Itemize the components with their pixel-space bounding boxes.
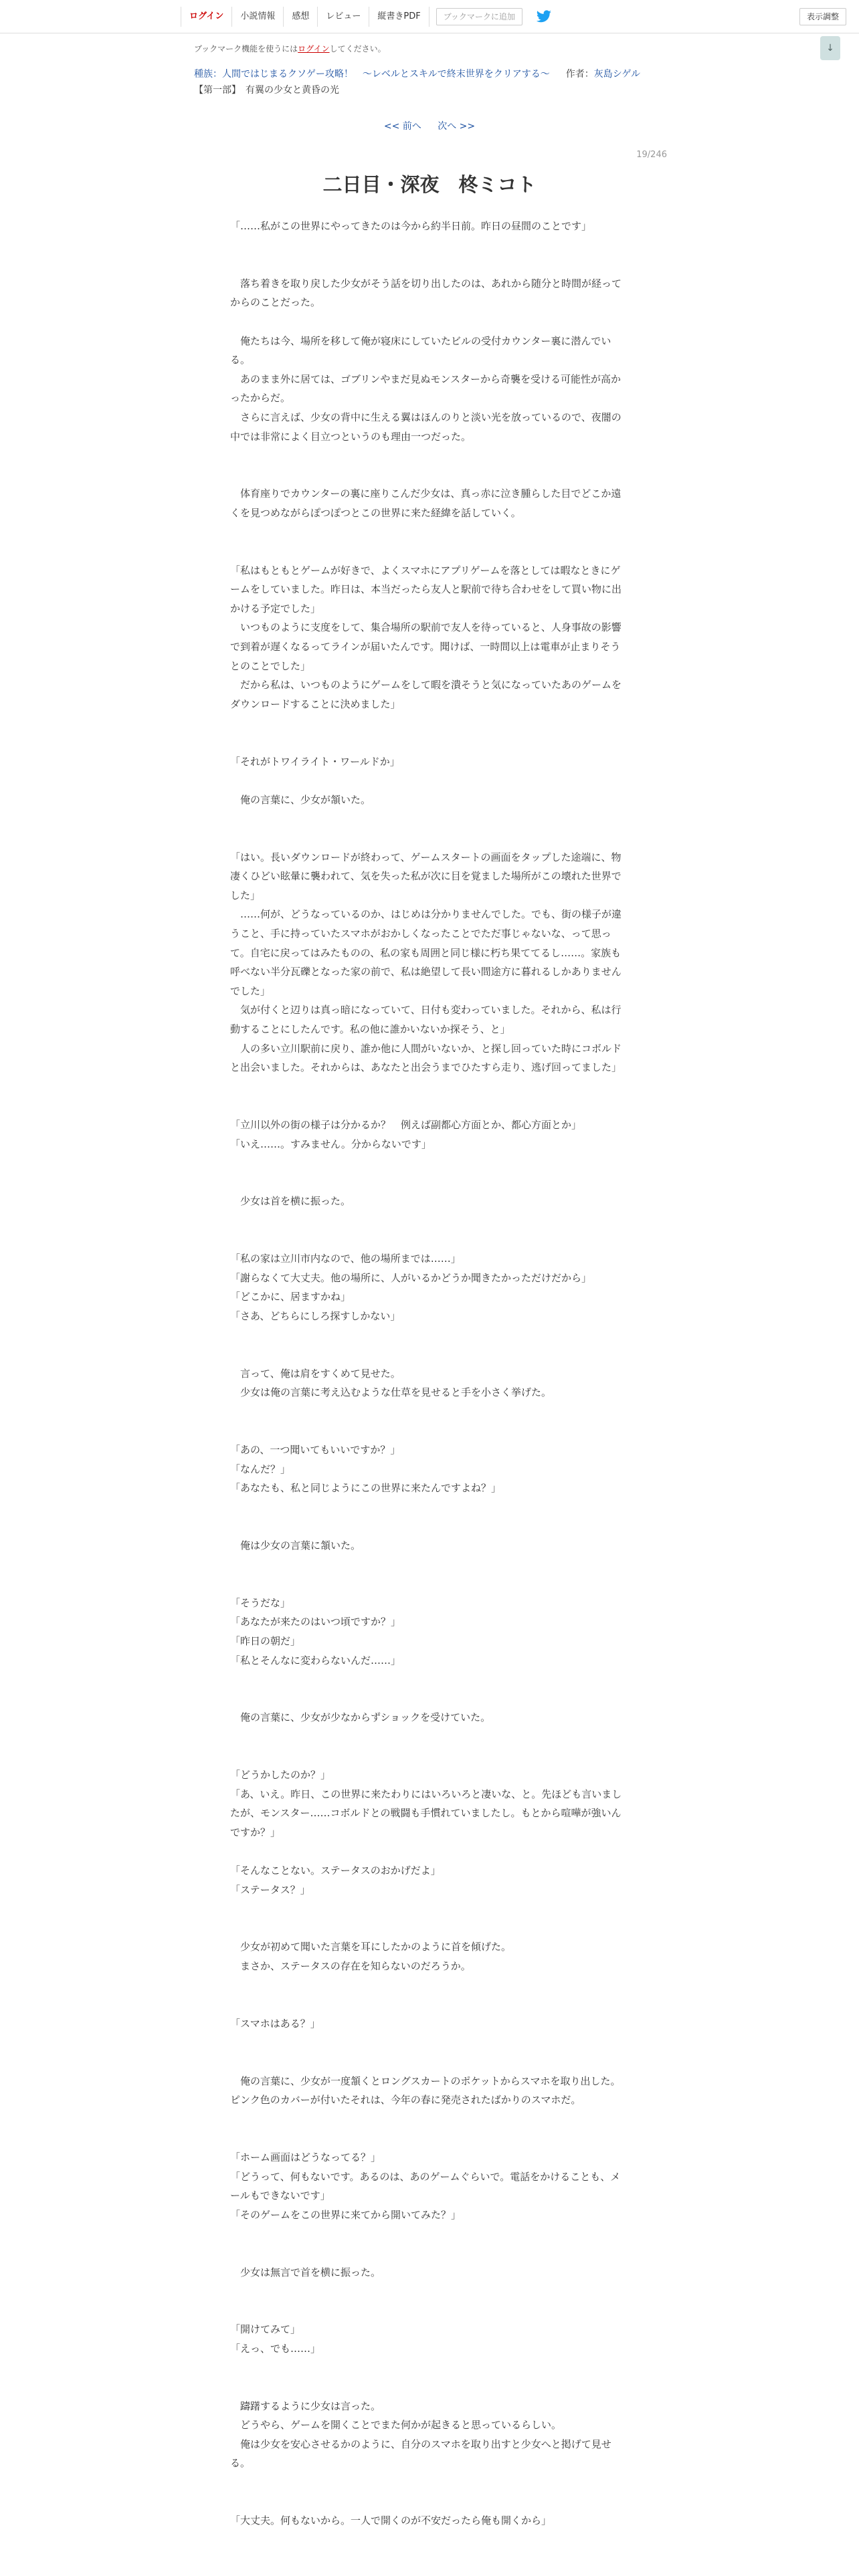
blank-line	[230, 523, 629, 542]
chapter-title: 二日目・深夜 柊ミコト	[322, 173, 537, 196]
blank-line	[230, 1077, 629, 1097]
text-line: 少女は俺の言葉に考え込むような仕草を見せると手を小さく挙げた。	[230, 1386, 552, 1399]
text-line: 俺は少女を安心させるかのように、自分のスマホを取り出すと少女へと掲げて見せる。	[230, 2438, 611, 2470]
login-link[interactable]: ログイン	[181, 7, 231, 27]
blank-line	[230, 1421, 629, 1440]
blank-line	[230, 255, 629, 274]
blank-line	[230, 1727, 629, 1747]
blank-line	[230, 1230, 629, 1249]
blank-line	[230, 1574, 629, 1594]
impressions-link[interactable]: 感想	[283, 7, 317, 27]
display-settings-button[interactable]: 表示調整	[799, 8, 846, 25]
blank-line	[230, 1842, 629, 1861]
page-count: 19/246	[636, 150, 667, 160]
blank-line	[230, 1154, 629, 1173]
text-line: 「私の家は立川市内なので、他の場所までは……」	[230, 1253, 461, 1265]
notice-suffix: してください。	[329, 44, 386, 53]
header-bar	[0, 0, 859, 33]
text-line: 体育座りでカウンターの裏に座りこんだ少女は、真っ赤に泣き腫らした目でどこか遠くを見つめながらぽつぽつとこの世界に来た経緯を話していく。	[230, 488, 622, 519]
blank-line	[230, 1976, 629, 1996]
blank-line	[230, 1173, 629, 1192]
blank-line	[230, 2473, 629, 2492]
blank-line	[230, 2110, 629, 2129]
blank-line	[230, 542, 629, 561]
blank-line	[230, 2224, 629, 2244]
text-line: 「あの、一つ聞いてもいいですか？」	[230, 1444, 401, 1456]
blank-line	[230, 1345, 629, 1364]
text-line: 俺の言葉に、少女が少なからずショックを受けていた。	[230, 1711, 491, 1724]
blank-line	[230, 2359, 629, 2378]
blank-line	[230, 446, 629, 465]
text-line: 「スマホはある？」	[230, 2017, 320, 2030]
blank-line	[230, 1211, 629, 1230]
blank-line	[230, 2377, 629, 2397]
twitter-bird-icon	[536, 9, 552, 25]
blank-line	[230, 1325, 629, 1345]
blank-line	[230, 1899, 629, 1919]
text-line: どうやら、ゲームを開くことでまた何かが起きると思っているらしい。	[230, 2419, 562, 2432]
blank-line	[230, 312, 629, 332]
text-line: ……何が、どうなっているのか、はじめは分かりませんでした。でも、街の様子が違うこと、手に持っていたスマホがおかしくなったことでただ事じゃないな、って思って。自宅に戻ってはみたものの、私の家も周囲と同じ様に朽ち果ててるし……。家族も呼べない半分瓦礫となった家の前で、私は絶望して長い間途方に暮れるしかありませんでした」	[230, 908, 622, 997]
novel-info-link[interactable]: 小説情報	[231, 7, 283, 27]
blank-line	[230, 2282, 629, 2301]
text-line: 「あなたが来たのはいつ頃ですか？」	[230, 1616, 401, 1628]
next-page-link[interactable]: 次へ >>	[438, 121, 476, 132]
review-link[interactable]: レビュー	[317, 7, 369, 27]
text-line: 「そのゲームをこの世界に来てから開いてみた？」	[230, 2208, 462, 2221]
blank-line	[230, 809, 629, 829]
text-line: 「開けてみて」	[230, 2323, 301, 2336]
add-bookmark-button[interactable]: ブックマークに追加	[436, 8, 522, 25]
blank-line	[230, 1498, 629, 1517]
text-line: さらに言えば、少女の背中に生える翼はほんのりと淡い光を放っているので、夜闇の中では非常によく目立つというのも理由一つだった。	[230, 411, 622, 443]
text-line: まさか、ステータスの存在を知らないのだろうか。	[230, 1960, 471, 1973]
text-line: 「そうだな」	[230, 1596, 291, 1609]
blank-line	[230, 2052, 629, 2072]
blank-line	[230, 1670, 629, 1689]
blank-line	[230, 733, 629, 752]
scroll-down-button[interactable]	[820, 36, 840, 60]
text-line: 俺は少女の言葉に頷いた。	[230, 1539, 361, 1551]
text-line: 「私とそんなに変わらないんだ……」	[230, 1654, 401, 1667]
login-notice	[194, 43, 386, 54]
blank-line	[230, 2244, 629, 2263]
text-line: 少女は首を横に振った。	[230, 1195, 351, 1208]
blank-line	[230, 1402, 629, 1422]
blank-line	[230, 2033, 629, 2052]
text-line: 「……私がこの世界にやってきたのは今から約半日前。昨日の昼間のことです」	[230, 220, 592, 232]
blank-line	[230, 2492, 629, 2512]
blank-line	[230, 1555, 629, 1575]
arrow-down-icon: ↓	[826, 43, 834, 53]
text-line: 「謝らなくて大丈夫。他の場所に、人がいるかどうか聞きたかっただけだから」	[230, 1271, 592, 1284]
author-prefix: 作者：	[565, 69, 594, 80]
text-line: 「どうって、何もないです。あるのは、あのゲームぐらいで。電話をかけることも、メールもできないです」	[230, 2170, 621, 2202]
text-line: 「それがトワイライト・ワールドか」	[230, 755, 400, 768]
text-line: 「私はもともとゲームが好きで、よくスマホにアプリゲームを落としては暇なときにゲームをしていました。昨日は、本当だったら友人と駅前で待ち合わせをして買い物に出かける予定でした」	[230, 564, 622, 615]
text-line: 「どこかに、居ますかね」	[230, 1291, 351, 1303]
text-line: 落ち着きを取り戻した少女がそう話を切り出したのは、あれから随分と時間が経ってからのことだった。	[230, 277, 622, 309]
text-line: 「あ、いえ。昨日、この世界に来たわりにはいろいろと凄いな、と。先ほども言いましたが、モンスター……コボルドとの戦闘も手慣れていましたし。もとから喧嘩が強いんですか？」	[230, 1788, 622, 1838]
text-line: 「昨日の朝だ」	[230, 1634, 301, 1647]
text-line: 「えっ、でも……」	[230, 2342, 321, 2355]
blank-line	[230, 465, 629, 485]
text-line: 「どうかしたのか？」	[230, 1769, 331, 1782]
prev-page-link[interactable]: << 前へ	[383, 121, 421, 132]
notice-prefix: ブックマーク機能を使うには	[194, 44, 298, 53]
text-line: 「さあ、どちらにしろ探すしかない」	[230, 1309, 401, 1322]
text-line: だから私は、いつものようにゲームをして暇を潰そうと気になっていたあのゲームをダウンロードすることに決めました」	[230, 679, 622, 710]
text-line: 「立川以外の街の様子は分かるか？ 例えば副都心方面とか、都心方面とか」	[230, 1118, 582, 1131]
pager	[0, 119, 859, 132]
text-line: 「なんだ？」	[230, 1463, 291, 1475]
blank-line	[230, 1096, 629, 1115]
text-line: 気が付くと辺りは真っ暗になっていて、日付も変わっていました。それから、私は行動することにしたんです。私の他に誰かいないか探そう、と」	[230, 1004, 622, 1035]
blank-line	[230, 1517, 629, 1536]
series-title-link[interactable]: 種族：人間ではじまるクソゲー攻略！ 〜レベルとスキルで終末世界をクリアする〜	[194, 69, 550, 80]
notice-login-link[interactable]: ログイン	[298, 44, 330, 53]
blank-line	[230, 829, 629, 848]
author-link[interactable]: 灰島シゲル	[593, 69, 641, 80]
text-line: 少女が初めて聞いた言葉を耳にしたかのように首を傾げた。	[230, 1941, 512, 1953]
text-line: 「あなたも、私と同じようにこの世界に来たんですよね？」	[230, 1482, 502, 1495]
twitter-icon[interactable]	[536, 9, 552, 25]
blank-line	[230, 2129, 629, 2148]
text-line: 言って、俺は肩をすくめて見せた。	[230, 1367, 401, 1380]
text-line: 「はい。長いダウンロードが終わって、ゲームスタートの画面をタップした途端に、物凄くひどい眩暈に襲われて、気を失った私が次に目を覚ました場所がこの壊れた世界でした」	[230, 851, 622, 901]
top-nav	[181, 7, 552, 27]
text-line: いつものように支度をして、集合場所の駅前で友人を待っていると、人身事故の影響で到着が遅くなるってラインが届いたんです。聞けば、一時間以上は電車が止まりそうとのことでした」	[230, 621, 622, 672]
blank-line	[230, 2301, 629, 2321]
text-line: 少女は無言で首を横に振った。	[230, 2266, 381, 2278]
text-line: 「そんなことない。ステータスのおかげだよ」	[230, 1864, 441, 1877]
text-line: 「大丈夫。何もないから。一人で開くのが不安だったら俺も開くから」	[230, 2514, 552, 2527]
series-info	[194, 67, 640, 80]
text-line: 「いえ……。すみません。分からないです」	[230, 1138, 432, 1150]
blank-line	[230, 236, 629, 255]
text-line: 躊躇するように少女は言った。	[230, 2399, 381, 2412]
chapter-label: 【第一部】 有翼の少女と黄昏の光	[194, 85, 339, 96]
text-line: あのまま外に居ては、ゴブリンやまだ見ぬモンスターから奇襲を受ける可能性が高かったからだ。	[230, 372, 621, 405]
text-line: 人の多い立川駅前に戻り、誰か他に人間がいないか、と探し回っていた時にコボルドと出会いました。それからは、あなたと出会うまでひたすら走り、逃げ回ってました」	[230, 1042, 622, 1074]
text-line: 俺たちは今、場所を移して俺が寝床にしていたビルの受付カウンター裏に潜んでいる。	[230, 334, 611, 366]
text-line: 「ホーム画面はどうなってる？」	[230, 2151, 381, 2163]
vertical-pdf-link[interactable]: 縦書きPDF	[369, 7, 429, 27]
blank-line	[230, 1995, 629, 2014]
blank-line	[230, 1689, 629, 1709]
blank-line	[230, 1919, 629, 1938]
blank-line	[230, 1747, 629, 1766]
blank-line	[230, 771, 629, 790]
text-line: 俺の言葉に、少女が頷いた。	[230, 793, 371, 806]
blank-line	[230, 714, 629, 733]
text-line: 「ステータス？」	[230, 1883, 310, 1896]
novel-body	[230, 217, 629, 2531]
text-line: 俺の言葉に、少女が一度頷くとロングスカートのポケットからスマホを取り出した。ピンク色のカバーが付いたそれは、今年の春に発売されたばかりのスマホだ。	[230, 2074, 621, 2107]
